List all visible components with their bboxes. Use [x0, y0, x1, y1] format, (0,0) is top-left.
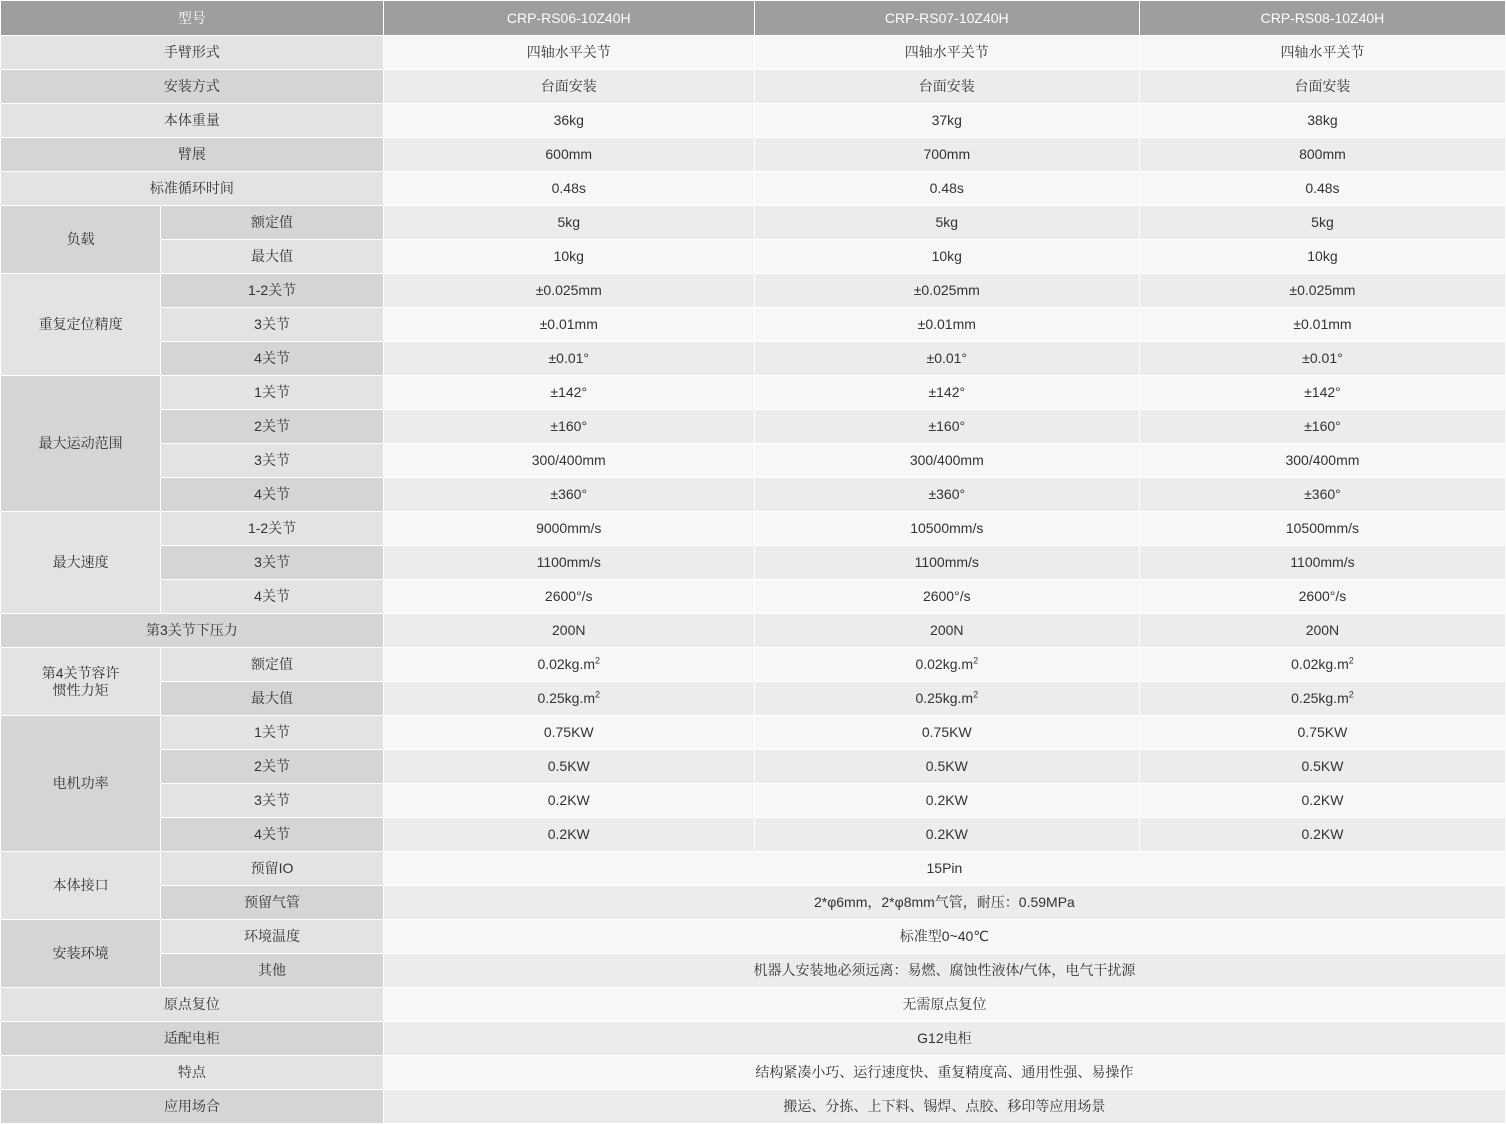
group-label-max-speed: 最大速度: [1, 512, 161, 614]
table-header-row: [1, 1, 1506, 36]
table-row: [1, 138, 1506, 172]
row-label-joint3-force: 第3关节下压力: [1, 614, 384, 648]
cell-speed-j3-1: 1100mm/s: [383, 546, 754, 580]
sub-label-speed-j3: 3关节: [161, 546, 384, 580]
cell-rep-j3-1: ±0.01mm: [383, 308, 754, 342]
cell-range-j4-2: ±360°: [754, 478, 1139, 512]
cell-mount-3: 台面安装: [1139, 70, 1505, 104]
header-model-label: 型号: [1, 1, 384, 36]
cell-rep-j12-3: ±0.025mm: [1139, 274, 1505, 308]
sub-label-range-j2: 2关节: [161, 410, 384, 444]
table-row: [1, 444, 1506, 478]
cell-range-j2-3: ±160°: [1139, 410, 1505, 444]
cell-power-j2-2: 0.5KW: [754, 750, 1139, 784]
cell-payload-max-2: 10kg: [754, 240, 1139, 274]
cell-speed-j4-2: 2600°/s: [754, 580, 1139, 614]
cell-power-j4-2: 0.2KW: [754, 818, 1139, 852]
cell-rep-j12-1: ±0.025mm: [383, 274, 754, 308]
sub-label-rep-j12: 1-2关节: [161, 274, 384, 308]
table-row: [1, 36, 1506, 70]
cell-inertia-rated-2-text: 0.02kg.m: [915, 656, 974, 673]
row-label-reach: 臂展: [1, 138, 384, 172]
sub-label-interface-io: 预留IO: [161, 852, 384, 886]
cell-range-j3-1: 300/400mm: [383, 444, 754, 478]
cell-speed-j12-3: 10500mm/s: [1139, 512, 1505, 546]
table-row: [1, 750, 1506, 784]
cell-rep-j3-3: ±0.01mm: [1139, 308, 1505, 342]
table-row: [1, 104, 1506, 138]
table-row: [1, 784, 1506, 818]
cell-speed-j12-1: 9000mm/s: [383, 512, 754, 546]
cell-range-j2-1: ±160°: [383, 410, 754, 444]
cell-rep-j4-1: ±0.01°: [383, 342, 754, 376]
cell-range-j1-3: ±142°: [1139, 376, 1505, 410]
cell-power-j4-1: 0.2KW: [383, 818, 754, 852]
table-row: [1, 308, 1506, 342]
cell-inertia-max-2-sup: 2: [973, 689, 979, 700]
group-label-joint4-inertia: [1, 648, 161, 716]
cell-interface-air: 2*φ6mm，2*φ8mm气管，耐压：0.59MPa: [383, 886, 1505, 920]
sub-label-power-j1: 1关节: [161, 716, 384, 750]
sub-label-speed-j12: 1-2关节: [161, 512, 384, 546]
cell-inertia-max-1-sup: 2: [595, 689, 601, 700]
cell-rep-j4-3: ±0.01°: [1139, 342, 1505, 376]
cell-payload-max-1: 10kg: [383, 240, 754, 274]
cell-inertia-rated-1: [383, 648, 754, 682]
table-row: [1, 682, 1506, 716]
table-row: [1, 274, 1506, 308]
table-row: [1, 988, 1506, 1022]
cell-weight-3: 38kg: [1139, 104, 1505, 138]
cell-range-j4-1: ±360°: [383, 478, 754, 512]
cell-range-j2-2: ±160°: [754, 410, 1139, 444]
cell-env-other: 机器人安装地必须远离：易燃、腐蚀性液体/气体，电气干扰源: [383, 954, 1505, 988]
table-row: [1, 410, 1506, 444]
cell-arm-type-2: 四轴水平关节: [754, 36, 1139, 70]
cell-inertia-rated-1-sup: 2: [595, 655, 601, 666]
cell-rep-j3-2: ±0.01mm: [754, 308, 1139, 342]
header-model-3: CRP-RS08-10Z40H: [1139, 1, 1505, 36]
sub-label-power-j4: 4关节: [161, 818, 384, 852]
cell-cycle-2: 0.48s: [754, 172, 1139, 206]
cell-payload-max-3: 10kg: [1139, 240, 1505, 274]
cell-joint3-force-3: 200N: [1139, 614, 1505, 648]
cell-inertia-max-2: [754, 682, 1139, 716]
sub-label-rep-j4: 4关节: [161, 342, 384, 376]
cell-inertia-max-3-sup: 2: [1348, 689, 1354, 700]
cell-range-j3-2: 300/400mm: [754, 444, 1139, 478]
table-row: [1, 240, 1506, 274]
row-label-cabinet: 适配电柜: [1, 1022, 384, 1056]
sub-label-range-j1: 1关节: [161, 376, 384, 410]
group-label-joint4-inertia-line1: 第4关节容许: [41, 664, 120, 681]
group-label-payload: 负载: [1, 206, 161, 274]
cell-reach-2: 700mm: [754, 138, 1139, 172]
row-label-homing: 原点复位: [1, 988, 384, 1022]
cell-cycle-3: 0.48s: [1139, 172, 1505, 206]
group-label-joint4-inertia-line2: 惯性力矩: [52, 681, 109, 698]
cell-inertia-rated-3-text: 0.02kg.m: [1291, 656, 1349, 673]
cell-arm-type-1: 四轴水平关节: [383, 36, 754, 70]
cell-inertia-rated-3: [1139, 648, 1505, 682]
cell-speed-j3-2: 1100mm/s: [754, 546, 1139, 580]
cell-interface-io: 15Pin: [383, 852, 1505, 886]
table-row: [1, 580, 1506, 614]
table-row: [1, 886, 1506, 920]
cell-weight-2: 37kg: [754, 104, 1139, 138]
cell-payload-rated-2: 5kg: [754, 206, 1139, 240]
header-model-1: CRP-RS06-10Z40H: [383, 1, 754, 36]
table-row: [1, 478, 1506, 512]
sub-label-interface-air: 预留气管: [161, 886, 384, 920]
sub-label-payload-rated: 额定值: [161, 206, 384, 240]
sub-label-speed-j4: 4关节: [161, 580, 384, 614]
cell-range-j3-3: 300/400mm: [1139, 444, 1505, 478]
cell-payload-rated-3: 5kg: [1139, 206, 1505, 240]
cell-weight-1: 36kg: [383, 104, 754, 138]
cell-inertia-rated-3-sup: 2: [1348, 655, 1354, 666]
sub-label-range-j3: 3关节: [161, 444, 384, 478]
cell-speed-j3-3: 1100mm/s: [1139, 546, 1505, 580]
cell-inertia-max-1: [383, 682, 754, 716]
sub-label-inertia-rated: 额定值: [161, 648, 384, 682]
table-row: [1, 1022, 1506, 1056]
table-row: [1, 818, 1506, 852]
table-row: [1, 852, 1506, 886]
cell-features: 结构紧凑小巧、运行速度快、重复精度高、通用性强、易操作: [383, 1056, 1505, 1090]
cell-range-j1-2: ±142°: [754, 376, 1139, 410]
cell-mount-2: 台面安装: [754, 70, 1139, 104]
table-row: [1, 546, 1506, 580]
table-row: [1, 70, 1506, 104]
cell-power-j2-1: 0.5KW: [383, 750, 754, 784]
cell-power-j3-2: 0.2KW: [754, 784, 1139, 818]
cell-power-j1-2: 0.75KW: [754, 716, 1139, 750]
cell-inertia-max-3: [1139, 682, 1505, 716]
table-row: [1, 716, 1506, 750]
row-label-mount: 安装方式: [1, 70, 384, 104]
group-label-motor-power: 电机功率: [1, 716, 161, 852]
sub-label-power-j3: 3关节: [161, 784, 384, 818]
header-model-2: CRP-RS07-10Z40H: [754, 1, 1139, 36]
cell-speed-j12-2: 10500mm/s: [754, 512, 1139, 546]
cell-range-j4-3: ±360°: [1139, 478, 1505, 512]
cell-inertia-max-3-text: 0.25kg.m: [1291, 690, 1349, 707]
cell-speed-j4-3: 2600°/s: [1139, 580, 1505, 614]
cell-power-j1-3: 0.75KW: [1139, 716, 1505, 750]
table-row: [1, 1090, 1506, 1124]
sub-label-payload-max: 最大值: [161, 240, 384, 274]
sub-label-rep-j3: 3关节: [161, 308, 384, 342]
group-label-motion-range: 最大运动范围: [1, 376, 161, 512]
table-row: [1, 342, 1506, 376]
sub-label-env-other: 其他: [161, 954, 384, 988]
cell-power-j3-3: 0.2KW: [1139, 784, 1505, 818]
cell-arm-type-3: 四轴水平关节: [1139, 36, 1505, 70]
row-label-cycle: 标准循环时间: [1, 172, 384, 206]
cell-range-j1-1: ±142°: [383, 376, 754, 410]
cell-inertia-rated-2-sup: 2: [973, 655, 979, 666]
cell-power-j3-1: 0.2KW: [383, 784, 754, 818]
cell-rep-j12-2: ±0.025mm: [754, 274, 1139, 308]
cell-applications: 搬运、分拣、上下料、锡焊、点胶、移印等应用场景: [383, 1090, 1505, 1124]
cell-env-temp: 标准型0~40℃: [383, 920, 1505, 954]
cell-cycle-1: 0.48s: [383, 172, 754, 206]
table-row: [1, 512, 1506, 546]
table-row: [1, 920, 1506, 954]
sub-label-inertia-max: 最大值: [161, 682, 384, 716]
cell-payload-rated-1: 5kg: [383, 206, 754, 240]
cell-cabinet: G12电柜: [383, 1022, 1505, 1056]
cell-reach-1: 600mm: [383, 138, 754, 172]
cell-joint3-force-1: 200N: [383, 614, 754, 648]
cell-inertia-max-1-text: 0.25kg.m: [537, 690, 596, 707]
sub-label-env-temp: 环境温度: [161, 920, 384, 954]
cell-power-j2-3: 0.5KW: [1139, 750, 1505, 784]
sub-label-range-j4: 4关节: [161, 478, 384, 512]
row-label-weight: 本体重量: [1, 104, 384, 138]
cell-inertia-rated-1-text: 0.02kg.m: [537, 656, 596, 673]
group-label-interface: 本体接口: [1, 852, 161, 920]
row-label-applications: 应用场合: [1, 1090, 384, 1124]
cell-inertia-max-2-text: 0.25kg.m: [915, 690, 974, 707]
cell-rep-j4-2: ±0.01°: [754, 342, 1139, 376]
table-row: [1, 614, 1506, 648]
row-label-features: 特点: [1, 1056, 384, 1090]
table-row: [1, 206, 1506, 240]
cell-mount-1: 台面安装: [383, 70, 754, 104]
table-row: [1, 954, 1506, 988]
table-row: [1, 172, 1506, 206]
table-row: [1, 648, 1506, 682]
cell-inertia-rated-2: [754, 648, 1139, 682]
table-row: [1, 376, 1506, 410]
table-row: [1, 1056, 1506, 1090]
cell-power-j1-1: 0.75KW: [383, 716, 754, 750]
cell-joint3-force-2: 200N: [754, 614, 1139, 648]
sub-label-power-j2: 2关节: [161, 750, 384, 784]
cell-speed-j4-1: 2600°/s: [383, 580, 754, 614]
cell-reach-3: 800mm: [1139, 138, 1505, 172]
group-label-repeatability: 重复定位精度: [1, 274, 161, 376]
group-label-environment: 安装环境: [1, 920, 161, 988]
cell-power-j4-3: 0.2KW: [1139, 818, 1505, 852]
cell-homing: 无需原点复位: [383, 988, 1505, 1022]
row-label-arm-type: 手臂形式: [1, 36, 384, 70]
